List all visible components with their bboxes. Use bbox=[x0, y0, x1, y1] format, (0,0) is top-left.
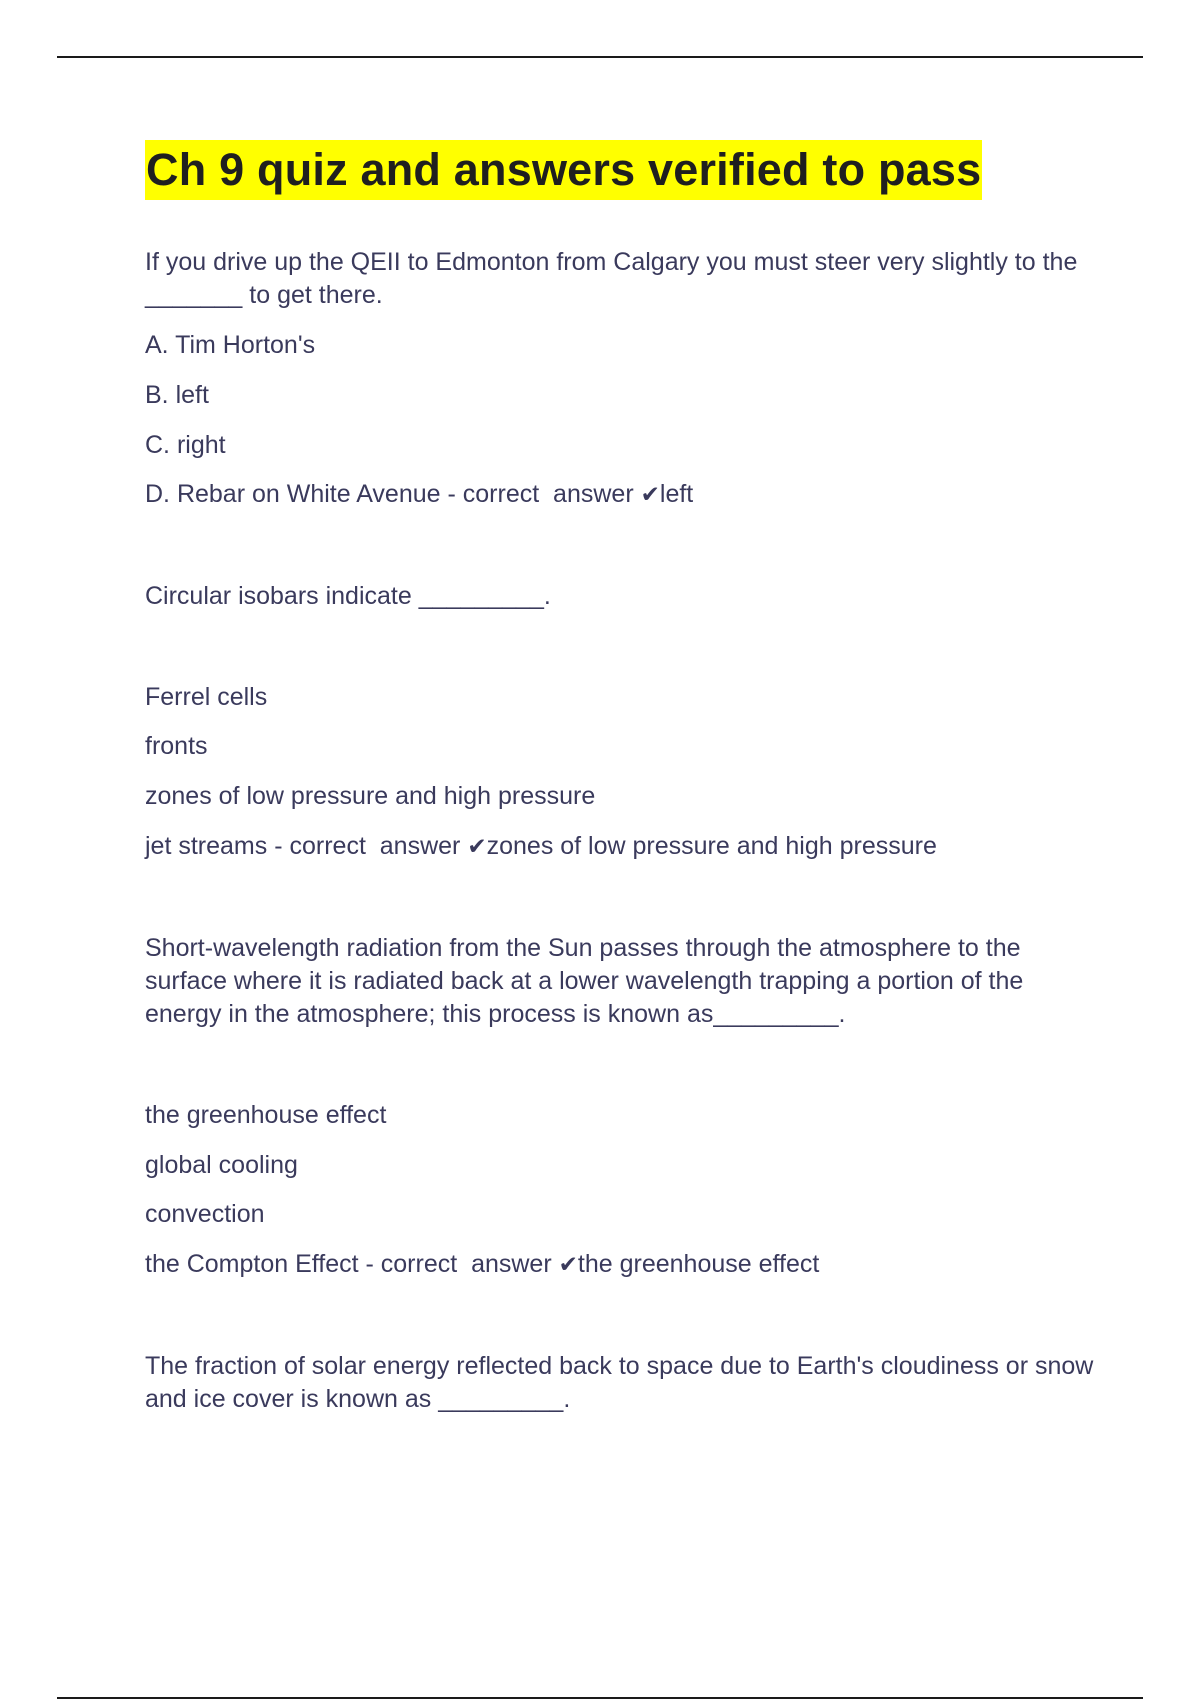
document-title: Ch 9 quiz and answers verified to pass bbox=[145, 140, 982, 200]
checkmark-icon: ✔ bbox=[467, 834, 487, 860]
question-text: Short-wavelength radiation from the Sun passes through the atmosphere to the surface where it is radiated back at a lower wavelength trapping a portion of the energy in the atmosphere; this process is known as_________. bbox=[145, 934, 1024, 1028]
option: jet streams bbox=[145, 832, 268, 860]
option: C. right bbox=[145, 431, 226, 459]
answer-line bbox=[145, 478, 1105, 512]
option: B. left bbox=[145, 381, 209, 409]
answer-line bbox=[145, 830, 1105, 864]
option: zones of low pressure and high pressure bbox=[145, 782, 596, 810]
option: fronts bbox=[145, 732, 208, 760]
option: convection bbox=[145, 1200, 265, 1228]
option: global cooling bbox=[145, 1151, 298, 1179]
checkmark-icon: ✔ bbox=[640, 482, 660, 508]
question-block-1 bbox=[145, 246, 1105, 512]
answer-prefix: - correct answer bbox=[440, 480, 641, 508]
question-block-4 bbox=[145, 1350, 1105, 1416]
question-text: The fraction of solar energy reflected back to space due to Earth's cloudiness or snow and ice cover is known as _________. bbox=[145, 1352, 1094, 1413]
answer-line bbox=[145, 1248, 1105, 1282]
correct-answer: left bbox=[659, 480, 694, 508]
document-body bbox=[145, 140, 1105, 1416]
checkmark-icon: ✔ bbox=[558, 1252, 578, 1278]
question-text: Circular isobars indicate _________. bbox=[145, 582, 551, 610]
option: Ferrel cells bbox=[145, 683, 268, 711]
question-text: If you drive up the QEII to Edmonton from Calgary you must steer very slightly to the _______ to get there. bbox=[145, 248, 1078, 309]
correct-answer: the greenhouse effect bbox=[577, 1250, 820, 1278]
top-divider bbox=[57, 56, 1143, 58]
option: A. Tim Horton's bbox=[145, 331, 316, 359]
question-block-3 bbox=[145, 932, 1105, 1282]
option: D. Rebar on White Avenue bbox=[145, 480, 441, 508]
answer-prefix: - correct answer bbox=[358, 1250, 559, 1278]
answer-prefix: - correct answer bbox=[267, 832, 468, 860]
option: the Compton Effect bbox=[145, 1250, 359, 1278]
bottom-divider bbox=[57, 1697, 1143, 1699]
correct-answer: zones of low pressure and high pressure bbox=[486, 832, 937, 860]
option: the greenhouse effect bbox=[145, 1101, 387, 1129]
question-block-2 bbox=[145, 580, 1105, 864]
